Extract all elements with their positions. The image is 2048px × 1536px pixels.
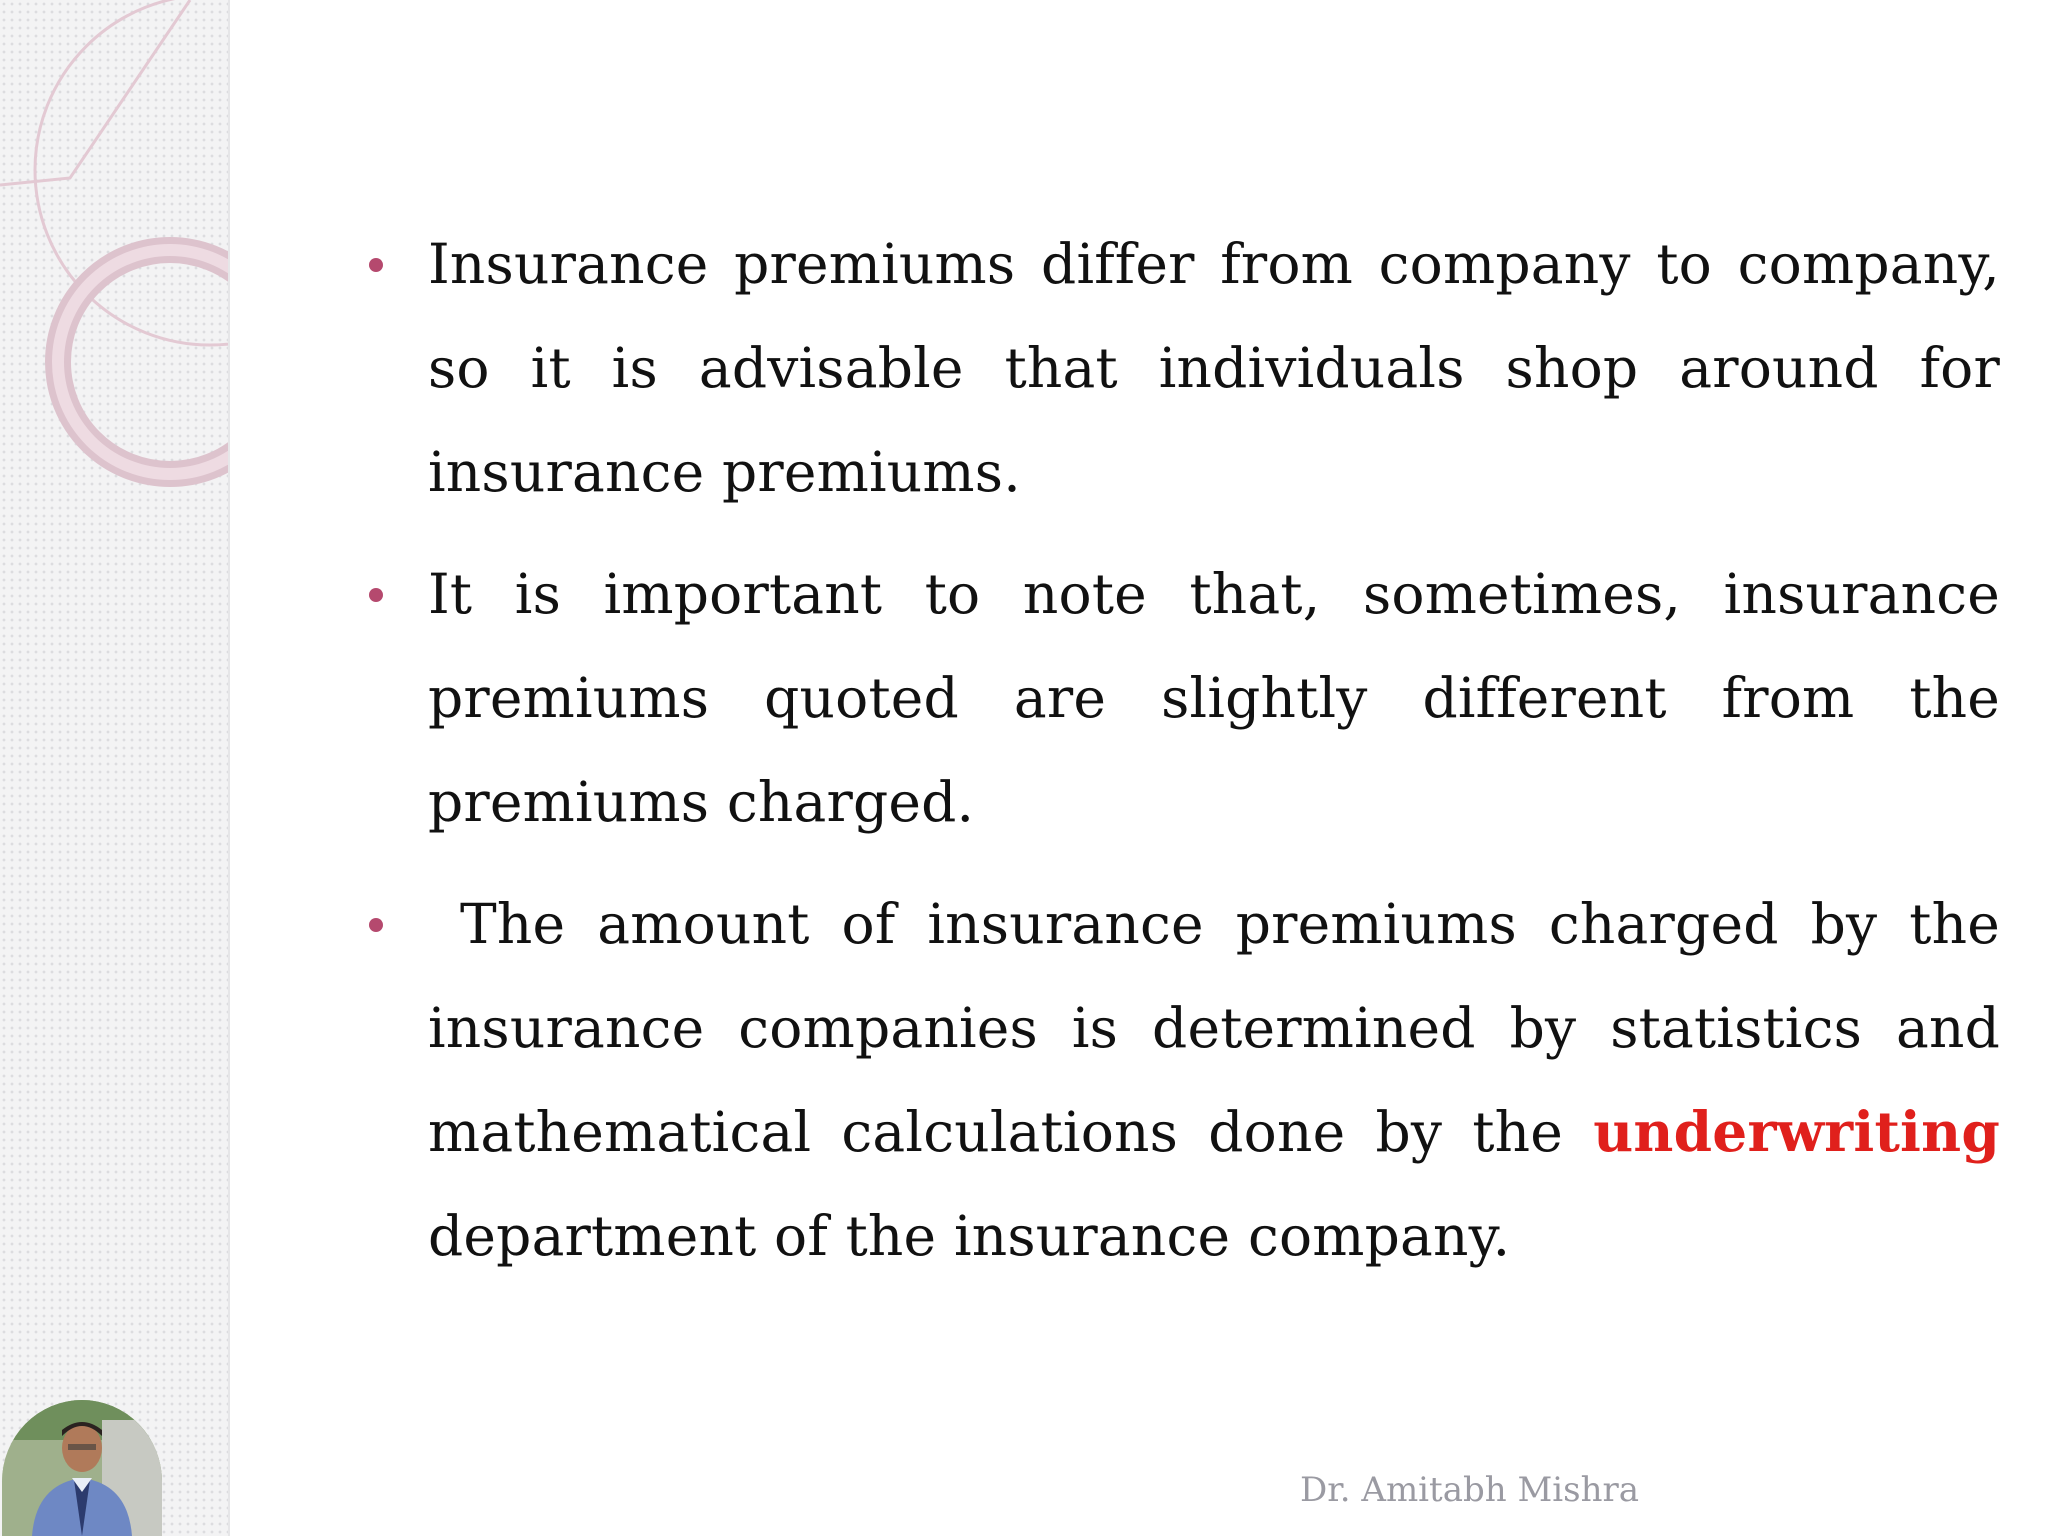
highlighted-term: underwriting [1593, 1099, 2000, 1164]
bullet-text [428, 872, 2018, 1288]
bullet-text-segment: Insurance premiums differ from company to company, so it is advisable that individuals shop around for insurance premiums. [428, 232, 2000, 504]
presenter-photo [2, 1400, 162, 1536]
bullet-text-segment: department of the insurance company. [428, 1204, 1511, 1268]
bullet-text-segment: It is important to note that, sometimes, insurance premiums quoted are slightly different from the premiums charged. [428, 562, 2000, 834]
presenter-avatar [2, 1400, 162, 1536]
bullet-item [360, 542, 2000, 854]
thick-ring-highlight [58, 250, 228, 474]
author-footer: Dr. Amitabh Mishra [1300, 1470, 1640, 1510]
thin-line-shape [0, 0, 190, 185]
bullet-dot-icon [369, 918, 383, 932]
bullet-text [428, 212, 2000, 524]
slide-content [360, 212, 2018, 1306]
decorative-rings [0, 0, 228, 520]
bullet-item [360, 212, 2000, 524]
bullet-dot-icon [369, 588, 383, 602]
bullet-text [428, 542, 2000, 854]
thin-ring-shape [35, 0, 228, 345]
bullet-item [360, 872, 2018, 1288]
bullet-text-segment: The amount of insurance premiums charged by the insurance companies is determined by statistics and mathematical calculations done by the [428, 892, 2018, 1164]
bullet-dot-icon [369, 258, 383, 272]
decorative-sidebar [0, 0, 230, 1536]
